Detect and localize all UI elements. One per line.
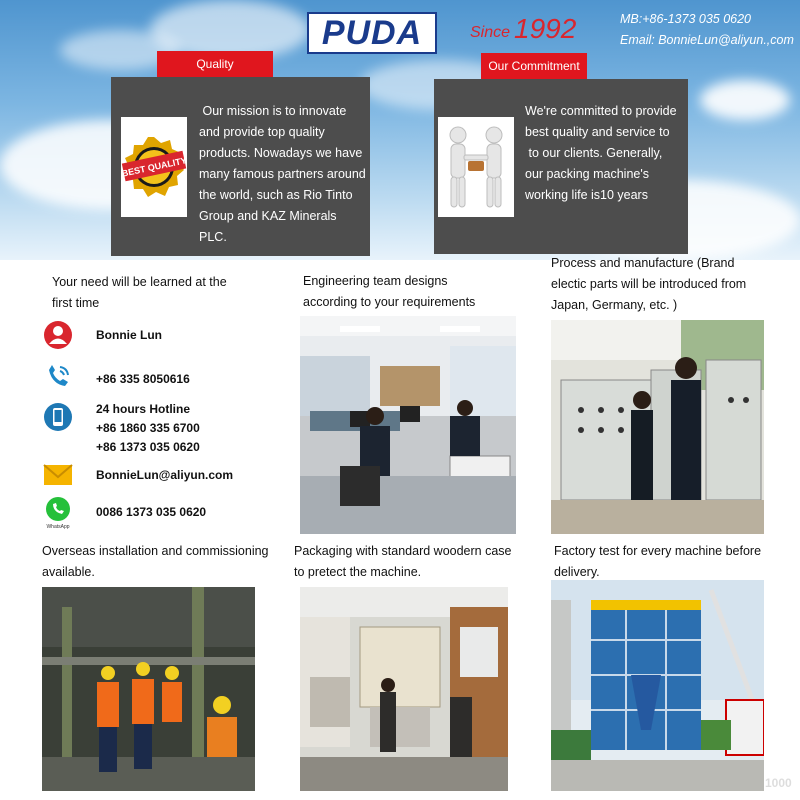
contact-phone: +86 335 8050616 bbox=[96, 372, 190, 386]
quality-line: Our mission is to innovate bbox=[199, 104, 347, 118]
hotline-label: 24 hours Hotline bbox=[96, 402, 191, 416]
commitment-line: to our clients. Generally, bbox=[525, 146, 663, 160]
quality-line: many famous partners around bbox=[199, 167, 366, 181]
svg-text:WhatsApp: WhatsApp bbox=[46, 524, 70, 530]
caption-process: Process and manufacture (Brand electic parts will be introduced from Japan, Germany, etc. ) bbox=[551, 256, 747, 312]
handshake-figures-icon bbox=[438, 117, 514, 217]
logo-text: PUDA bbox=[321, 13, 423, 52]
quality-text bbox=[199, 101, 369, 248]
commitment-panel bbox=[434, 79, 688, 254]
caption-packaging: Packaging with standard woodern case to pretect the machine. bbox=[294, 544, 512, 579]
quality-line: PLC. bbox=[199, 230, 227, 244]
hotline-number-1: +86 1860 335 6700 bbox=[96, 421, 200, 435]
quality-tag: Quality bbox=[157, 51, 273, 77]
commitment-line: We're committed to provide bbox=[525, 104, 677, 118]
quality-badge-icon bbox=[121, 117, 187, 217]
quality-panel bbox=[111, 77, 370, 256]
header-mobile: MB:+86-1373 035 0620 bbox=[620, 12, 752, 26]
caption-overseas: Overseas installation and commissioning available. bbox=[42, 544, 269, 579]
factory-test-photo bbox=[551, 580, 764, 791]
commitment-text bbox=[525, 101, 685, 206]
person-icon bbox=[42, 320, 74, 350]
contact-email: BonnieLun@aliyun.com bbox=[96, 468, 234, 482]
header-email: Email: BonnieLun@aliyun.,com bbox=[620, 33, 794, 47]
mobile-phone-icon bbox=[42, 402, 74, 432]
badge-text: BEST QUALITY bbox=[121, 155, 187, 179]
whatsapp-icon bbox=[42, 496, 74, 530]
watermark-right: 1000 bbox=[765, 776, 792, 790]
quality-line: products. Nowadays we have bbox=[199, 146, 363, 160]
commitment-line: best quality and service to bbox=[525, 125, 670, 139]
engineering-office-photo bbox=[300, 316, 516, 534]
commitment-tag: Our Commitment bbox=[481, 53, 587, 79]
manufacture-photo bbox=[551, 320, 764, 534]
commitment-line: working life is10 years bbox=[525, 188, 648, 202]
quality-line: the world, such as Rio Tinto bbox=[199, 188, 353, 202]
installation-photo bbox=[42, 587, 255, 791]
phone-wave-icon bbox=[42, 362, 74, 392]
since-label: Since bbox=[470, 24, 511, 41]
commitment-line: our packing machine's bbox=[525, 167, 649, 181]
contact-card bbox=[12, 316, 254, 534]
caption-need: Your need will be learned at the first time bbox=[52, 275, 227, 310]
quality-line: and provide top quality bbox=[199, 125, 325, 139]
hotline-number-2: +86 1373 035 0620 bbox=[96, 440, 200, 454]
caption-engineering: Engineering team designs according to your requirements bbox=[303, 274, 476, 309]
mail-icon bbox=[42, 460, 74, 490]
quality-line: Group and KAZ Minerals bbox=[199, 209, 337, 223]
caption-factory: Factory test for every machine before delivery. bbox=[554, 544, 762, 579]
contact-name: Bonnie Lun bbox=[96, 328, 162, 342]
puda-logo bbox=[307, 12, 437, 54]
packaging-photo bbox=[300, 587, 508, 791]
since-year: 1992 bbox=[514, 13, 577, 44]
contact-whatsapp: 0086 1373 035 0620 bbox=[96, 505, 207, 519]
watermark-left: 昵图 bbox=[4, 776, 32, 792]
